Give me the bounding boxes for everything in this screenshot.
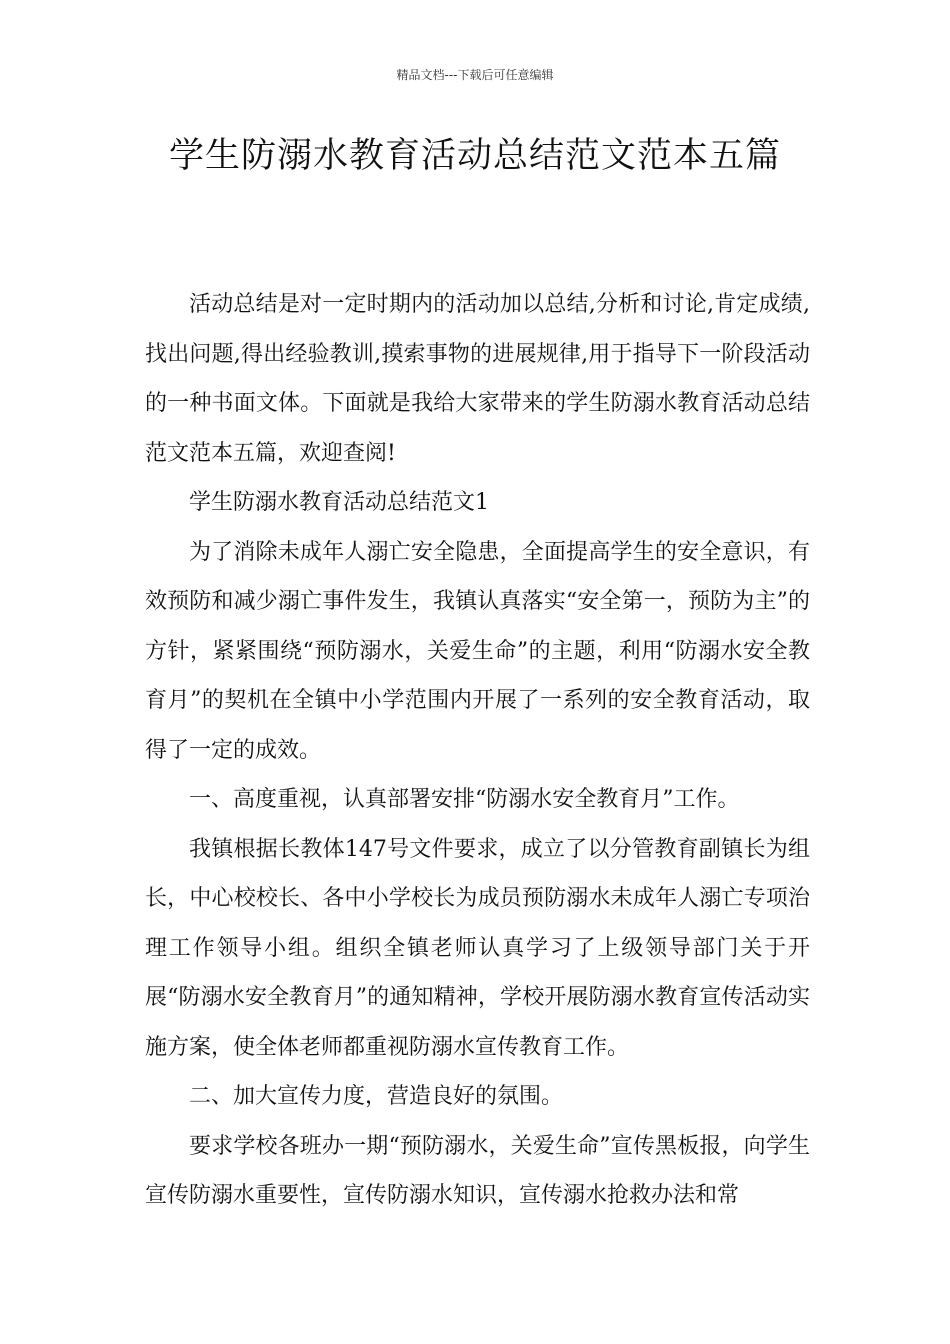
paragraph-heading-2: 二、加大宣传力度，营造良好的氛围。 <box>189 1084 564 1109</box>
paragraph-intro: 活动总结是对一定时期内的活动加以总结,分析和讨论,肯定成绩,找出问题,得出经验教训,摸索事物的进展规律,用于指导下一阶段活动的一种书面文体。下面就是我给大家带来的学生防溺水教育活动总结范文范本五篇，欢迎查阅! <box>145 292 810 466</box>
paragraph: 我镇根据长教体147号文件要求，成立了以分管教育副镇长为组长，中心校校长、各中小学校长为成员预防溺水未成年人溺亡专项治理工作领导小组。组织全镇老师认真学习了上级领导部门关于开展“防溺水安全教育月”的通知精神，学校开展防溺水教育宣传活动实施方案，使全体老师都重视防溺水宣传教育工作。 <box>145 836 810 1060</box>
paragraph-heading-1: 一、高度重视，认真部署安排“防溺水安全教育月”工作。 <box>189 787 740 812</box>
paragraph-section-title: 学生防溺水教育活动总结范文1 <box>189 490 489 515</box>
document-title: 学生防溺水教育活动总结范文范本五篇 <box>168 136 781 176</box>
paragraph: 要求学校各班办一期“预防溺水，关爱生命”宣传黑板报，向学生宣传防溺水重要性，宣传防溺水知识，宣传溺水抢救办法和常 <box>145 1133 810 1208</box>
paragraph: 为了消除未成年人溺亡安全隐患，全面提高学生的安全意识，有效预防和减少溺亡事件发生，我镇认真落实“安全第一，预防为主”的方针，紧紧围绕“预防溺水，关爱生命”的主题，利用“防溺水安全教育月”的契机在全镇中小学范围内开展了一系列的安全教育活动，取得了一定的成效。 <box>145 539 810 763</box>
header-note: 精品文档---下载后可任意编辑 <box>396 68 554 82</box>
document-body <box>145 280 810 1221</box>
